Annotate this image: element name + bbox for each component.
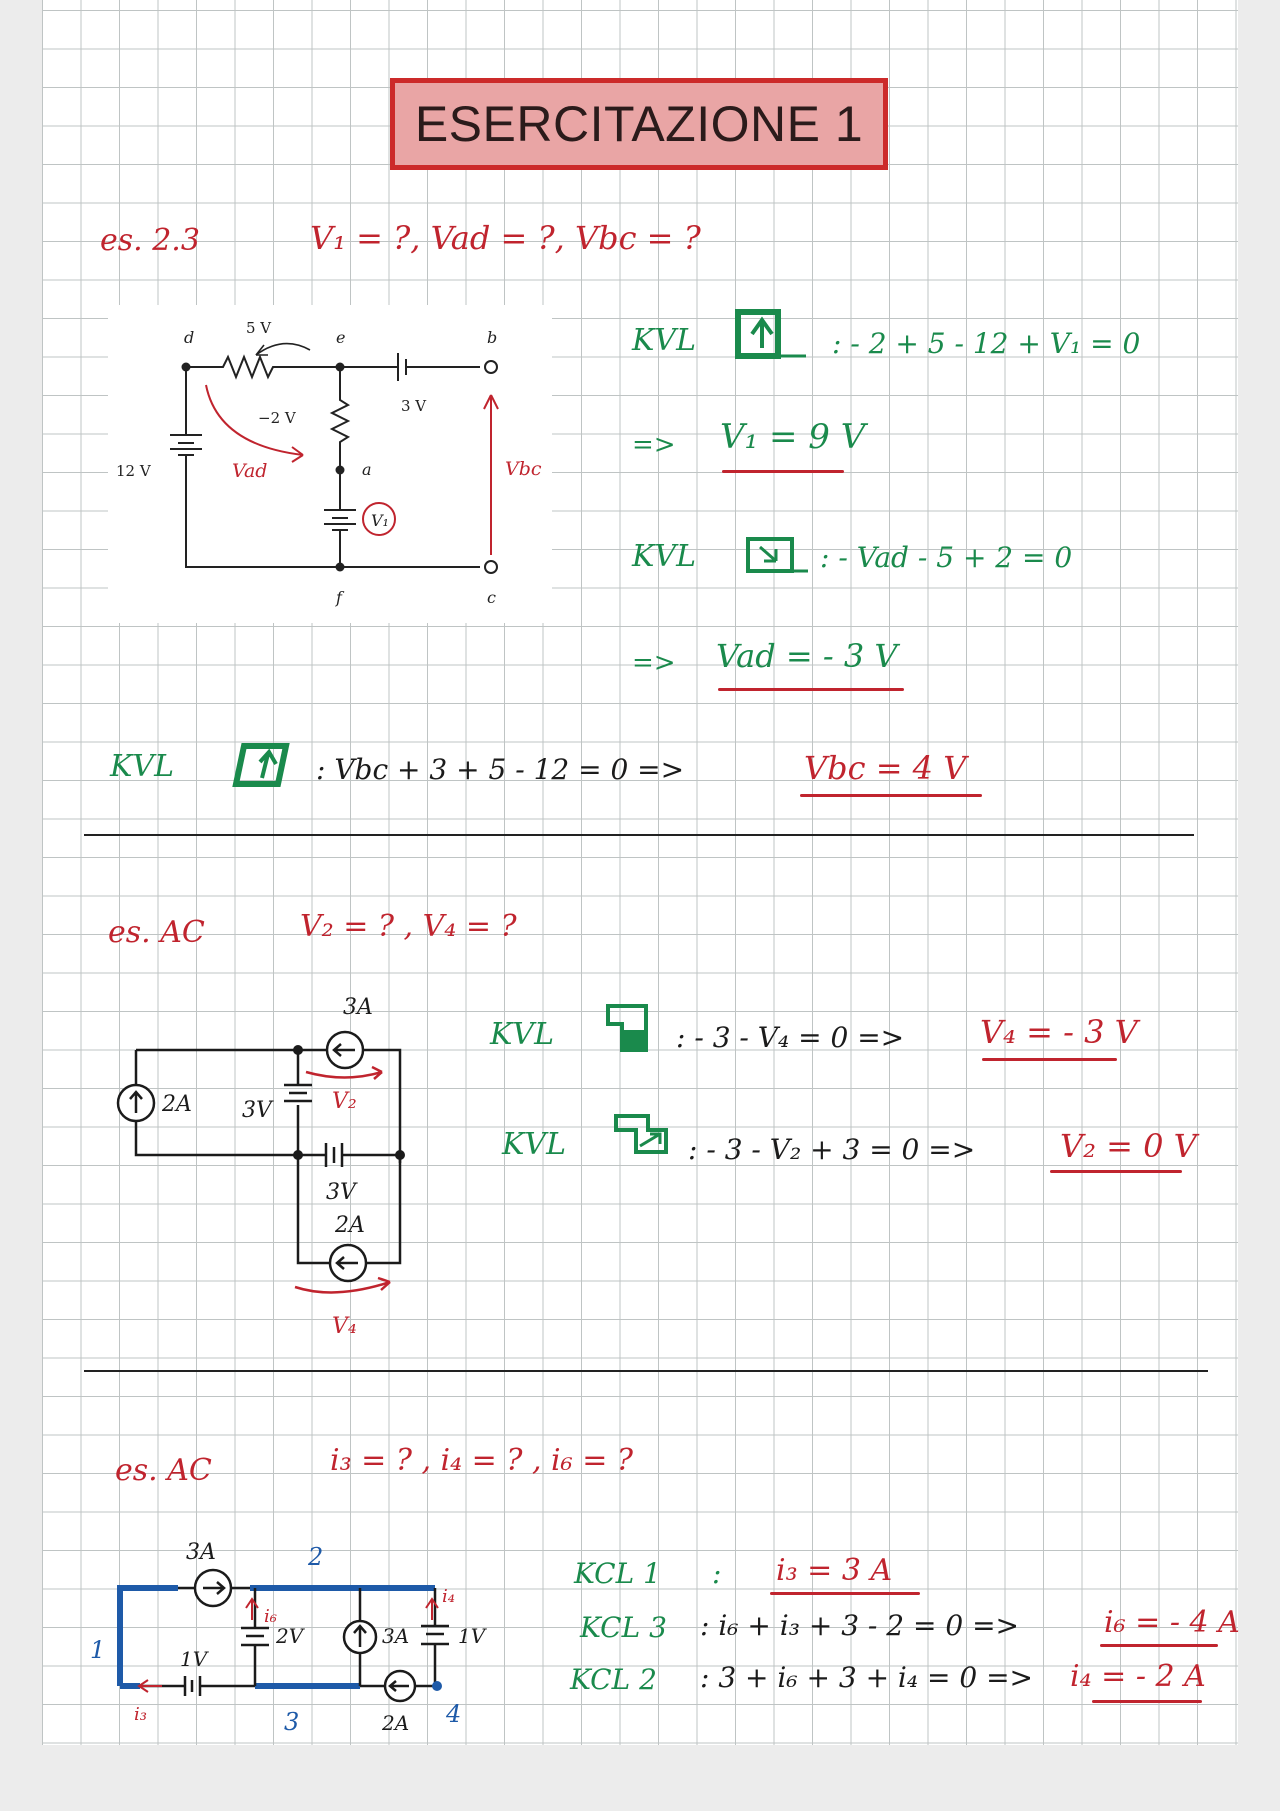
res-mid-label: −2 V [258,409,296,427]
ex2-label: es. AC [108,915,205,950]
ex1-kvl2-tag: KVL [632,539,696,574]
ex1-kvl1-tag: KVL [632,323,696,358]
ex2-bat-right-label: 3V [326,1180,356,1205]
grid-paper [42,0,1238,1745]
ex1-result-3: Vbc = 4 V [804,749,967,787]
loop-icon-4 [602,1000,658,1056]
ex3-i6-label: i₆ [264,1606,277,1627]
ex3-node-1: 1 [90,1636,106,1664]
ex1-question: V₁ = ?, Vad = ?, Vbc = ? [310,219,701,257]
node-d: d [184,328,195,347]
ex2-kvl1-tag: KVL [490,1017,554,1052]
ex1-label: es. 2.3 [100,223,200,258]
bat-top-label: 3 V [401,397,427,415]
ex3-kcl2-underline [1100,1644,1218,1647]
node-e: e [336,328,346,347]
ex2-kvl2-tag: KVL [502,1127,566,1162]
ex1-kvl3-tag: KVL [110,749,174,784]
loop-icon-2 [742,535,810,575]
ex2-question: V₂ = ? , V₄ = ? [300,909,517,944]
ex3-kcl3-equation: : 3 + i₆ + 3 + i₄ = 0 => [700,1661,1034,1694]
ex2-kvl1-equation: : - 3 - V₄ = 0 => [676,1021,905,1054]
page-bottom-margin [42,1745,1238,1811]
ex3-kcl1-result: i₃ = 3 A [776,1553,893,1588]
ex2-src-top-label: 3A [343,995,373,1020]
ex3-kcl2-result: i₆ = - 4 A [1104,1605,1240,1640]
ex2-kvl2-equation: : - 3 - V₂ + 3 = 0 => [688,1133,976,1166]
res-top-label: 5 V [246,319,272,337]
ex3-src-mid-label: 3A [382,1624,410,1648]
ex1-result-2-underline [718,688,904,691]
ex3-kcl3-underline [1092,1700,1202,1703]
node-c: c [487,588,496,607]
ex3-question: i₃ = ? , i₄ = ? , i₆ = ? [330,1443,633,1478]
ex1-result-2: Vad = - 3 V [716,637,898,675]
ex3-node-2: 2 [308,1543,324,1571]
meter-label: V₁ [371,511,389,530]
ex1-circuit-figure [108,305,552,623]
ex2-result-2-underline [1050,1170,1182,1173]
ex2-src-bottom-label: 2A [335,1213,365,1238]
node-a: a [362,460,372,479]
section-divider-2 [84,1370,1208,1372]
ex3-kcl2-tag: KCL 3 [580,1611,667,1644]
bat-left-label: 12 V [116,462,151,480]
ex1-kvl1-equation: : - 2 + 5 - 12 + V₁ = 0 [832,327,1141,360]
ex1-kvl2-equation: : - Vad - 5 + 2 = 0 [820,541,1073,574]
ex2-result-1-underline [982,1058,1117,1061]
ex2-circuit-svg [110,995,430,1340]
ex1-implies-1: => [632,430,676,460]
title-box [390,78,888,170]
ex3-i3-label: i₃ [134,1704,147,1725]
ex3-label: es. AC [115,1453,212,1488]
ex2-src-left-label: 2A [162,1092,192,1117]
ex2-result-2: V₂ = 0 V [1060,1127,1197,1165]
ex3-src-bottom-label: 2A [382,1711,410,1735]
ex3-kcl3-tag: KCL 2 [570,1663,657,1696]
ex3-kcl2-equation: : i₆ + i₃ + 3 - 2 = 0 => [700,1609,1020,1642]
ex2-v2-label: V₂ [332,1089,357,1114]
ex3-i4-label: i₄ [442,1586,455,1607]
ex2-v4-label: V₄ [332,1314,357,1339]
ex3-kcl1-equation: : [712,1557,722,1590]
ex3-node-4: 4 [446,1700,462,1728]
ex1-result-1-underline [722,470,844,473]
vad-label: Vad [232,460,268,482]
loop-icon-3 [228,740,298,788]
ex3-bat-mid-label: 2V [276,1624,304,1648]
section-divider-1 [84,834,1194,836]
ex3-node-3: 3 [284,1708,300,1735]
ex1-kvl3-equation: : Vbc + 3 + 5 - 12 = 0 => [316,753,685,786]
ex2-result-1: V₄ = - 3 V [980,1013,1138,1051]
loop-icon-5 [612,1112,672,1160]
ex1-result-1: V₁ = 9 V [720,417,866,457]
node-b: b [487,328,498,347]
ex3-kcl3-result: i₄ = - 2 A [1070,1659,1206,1694]
ex3-bat-left-label: 1V [180,1647,208,1671]
ex3-kcl1-underline [770,1592,920,1595]
ex1-implies-2: => [632,648,676,678]
ex3-src-top-label: 3A [186,1540,216,1565]
vbc-label: Vbc [505,458,542,480]
ex1-circuit-svg [108,305,552,623]
ex3-kcl1-tag: KCL 1 [574,1557,661,1590]
ex3-circuit-svg [80,1530,540,1735]
node-f: f [336,588,342,607]
ex3-bat-right-label: 1V [458,1624,486,1648]
ex1-result-3-underline [800,794,982,797]
ex2-bat-mid-label: 3V [242,1098,272,1123]
loop-icon-1 [728,304,808,362]
page-title: ESERCITAZIONE 1 [414,96,864,152]
